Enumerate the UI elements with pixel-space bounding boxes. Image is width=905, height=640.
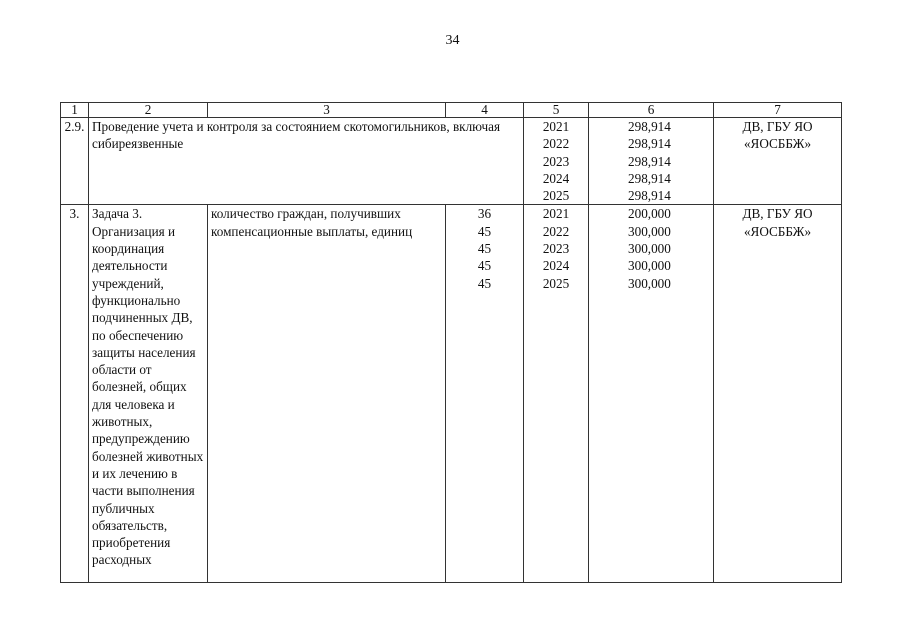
year: 2021	[542, 119, 570, 134]
target-value: 45	[477, 241, 492, 257]
year: 2023	[542, 153, 570, 169]
year: 2021	[542, 206, 570, 222]
target-value: 45	[477, 258, 492, 274]
value: 300,000	[628, 223, 671, 239]
years-cell	[524, 205, 589, 583]
year: 2024	[542, 258, 570, 274]
value: 298,914	[628, 153, 671, 169]
header-col-1: 1	[61, 103, 89, 118]
table-row	[61, 118, 842, 205]
program-table	[60, 102, 842, 583]
year: 2022	[542, 223, 570, 239]
values-cell	[589, 205, 714, 583]
row-title: Задача 3. Организация и координация деятельности учреждений, функционально подчиненных ДВ, по обеспечению защиты населения области от болезней, общих для человека и животных, предупреждению болезней животных и их лечению в части выполнения публичных обязательств, приобретения расходных	[89, 205, 208, 583]
indicator-cell: количество граждан, получивших компенсационные выплаты, единиц	[208, 205, 446, 583]
value: 200,000	[628, 206, 671, 222]
targets-cell	[446, 205, 524, 583]
value: 298,914	[628, 119, 671, 134]
header-col-4: 4	[446, 103, 524, 118]
page-number: 34	[445, 33, 460, 48]
value: 300,000	[628, 275, 671, 291]
row-number: 2.9.	[61, 118, 89, 205]
value: 300,000	[628, 241, 671, 257]
value: 298,914	[628, 136, 671, 152]
header-col-7: 7	[714, 103, 842, 118]
table-row	[61, 205, 842, 583]
row-title: Проведение учета и контроля за состоянием скотомогильников, включая сибиреязвенные	[89, 118, 524, 205]
value: 300,000	[628, 258, 671, 274]
year: 2024	[542, 170, 570, 186]
year: 2023	[542, 241, 570, 257]
value: 298,914	[628, 188, 671, 204]
target-value: 45	[477, 223, 492, 239]
header-col-6: 6	[589, 103, 714, 118]
header-col-5: 5	[524, 103, 589, 118]
years-cell	[524, 118, 589, 205]
value: 298,914	[628, 170, 671, 186]
year: 2025	[542, 188, 570, 204]
executor-cell: ДВ, ГБУ ЯО «ЯОСББЖ»	[714, 118, 842, 205]
target-value: 36	[477, 206, 492, 222]
target-value: 45	[477, 275, 492, 291]
year: 2022	[542, 136, 570, 152]
row-number: 3.	[61, 205, 89, 583]
executor-cell: ДВ, ГБУ ЯО «ЯОСББЖ»	[714, 205, 842, 583]
header-col-2: 2	[89, 103, 208, 118]
year: 2025	[542, 275, 570, 291]
header-col-3: 3	[208, 103, 446, 118]
header-row	[61, 103, 842, 118]
values-cell	[589, 118, 714, 205]
